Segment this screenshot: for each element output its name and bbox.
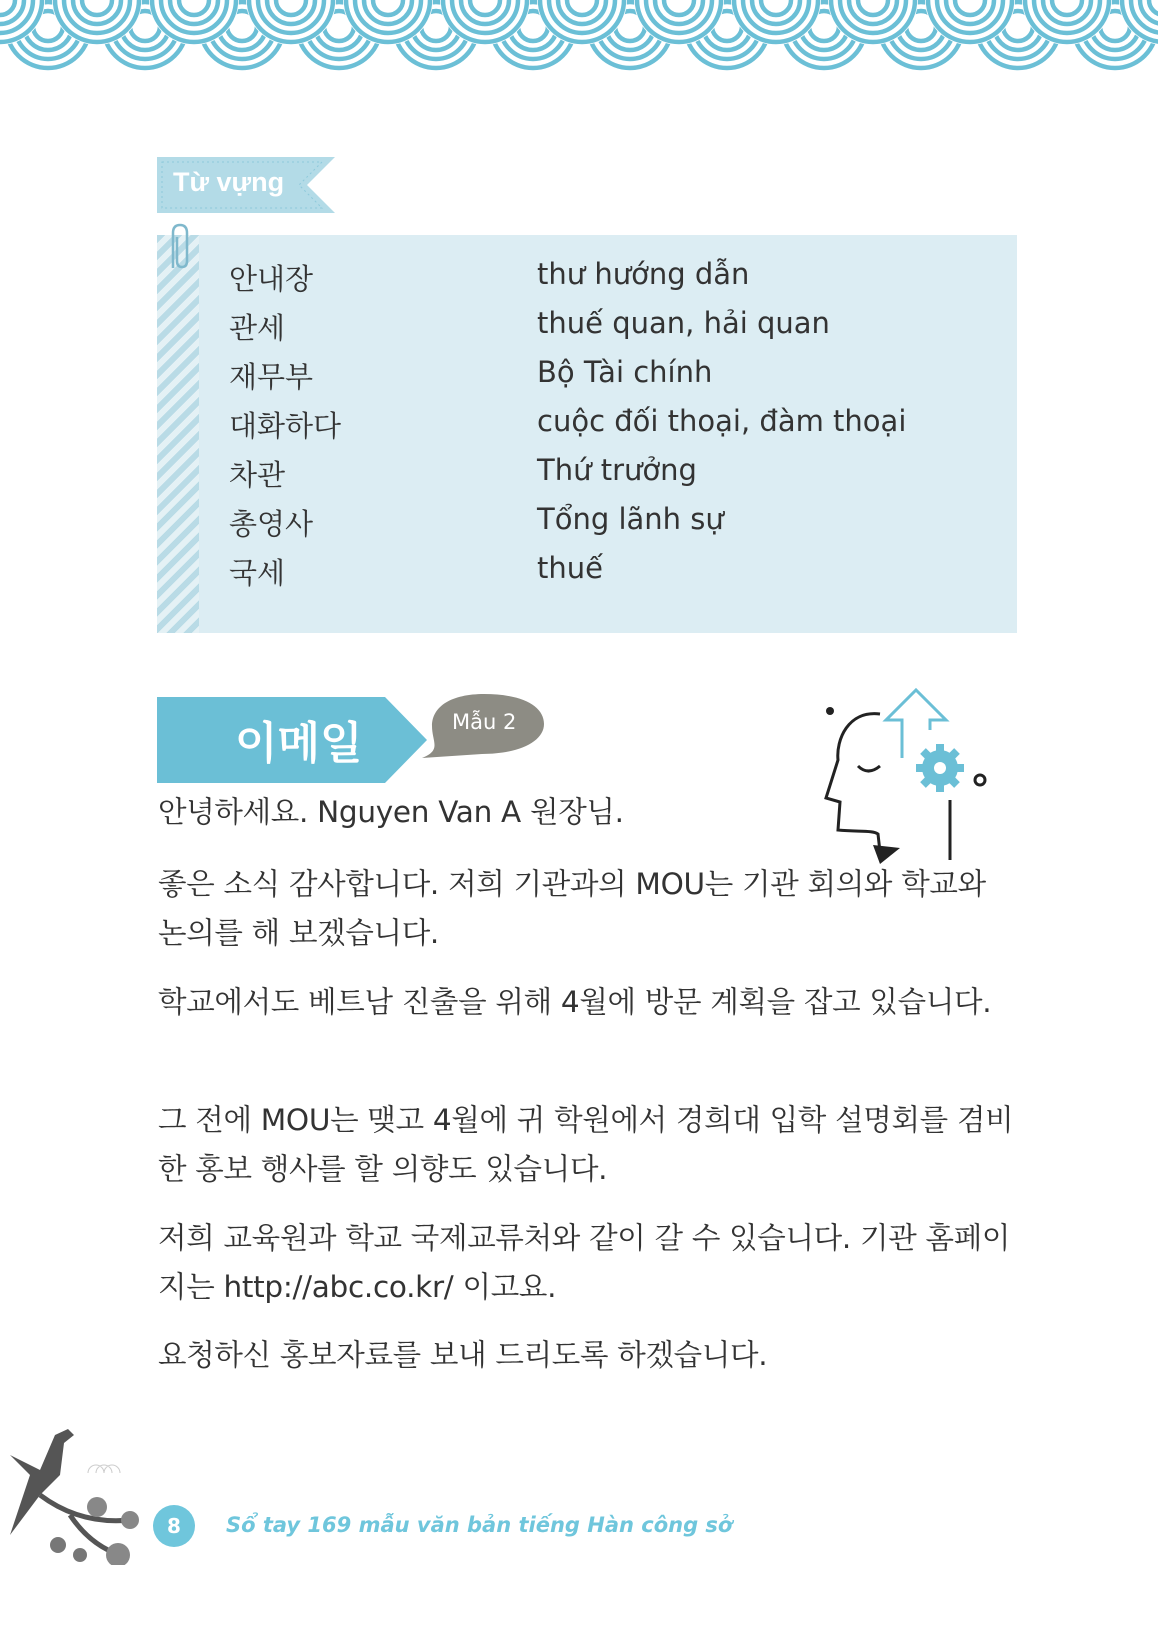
vocab-vietnamese: thư hướng dẫn: [537, 257, 750, 291]
vocab-row: [229, 306, 830, 347]
email-paragraph: 그 전에 MOU는 맺고 4월에 귀 학원에서 경희대 입학 설명회를 겸비한 홍보 행사를 할 의향도 있습니다.: [158, 1103, 1014, 1186]
email-heading: [157, 697, 427, 787]
vocab-korean: 총영사: [229, 507, 314, 541]
vocab-title: Từ vựng: [173, 167, 285, 197]
vocab-box: [157, 235, 1017, 633]
email-paragraph: 저희 교육원과 학교 국제교류처와 같이 갈 수 있습니다. 기관 홈페이지는 http://abc.co.kr/ 이고요.: [158, 1221, 1011, 1304]
vocab-korean: 관세: [229, 311, 286, 345]
book-title: Sổ tay 169 mẫu văn bản tiếng Hàn công sở: [226, 1513, 733, 1537]
vocab-row: [229, 257, 750, 298]
email-paragraph: 좋은 소식 감사합니다. 저희 기관과의 MOU는 기관 회의와 학교와 논의를 해 보겠습니다.: [158, 867, 986, 950]
page-number: 8: [153, 1505, 195, 1547]
vocab-row: [229, 551, 603, 592]
vocab-vietnamese: thuế: [537, 551, 603, 585]
sample-badge: [422, 692, 542, 752]
vocab-korean: 차관: [229, 458, 286, 492]
striped-edge: [157, 235, 199, 633]
head-gear-illustration: [818, 680, 998, 880]
wave-pattern-decoration: [0, 0, 1158, 80]
email-paragraph: 학교에서도 베트남 진출을 위해 4월에 방문 계획을 잡고 있습니다.: [158, 985, 992, 1019]
vocab-row: [229, 404, 907, 445]
email-paragraph: 요청하신 홍보자료를 보내 드리도록 하겠습니다.: [158, 1338, 768, 1372]
vocab-ribbon: [157, 157, 335, 213]
vocab-korean: 대화하다: [229, 409, 342, 443]
vocab-vietnamese: thuế quan, hải quan: [537, 306, 830, 340]
vocab-korean: 안내장: [229, 262, 314, 296]
vocab-row: [229, 502, 724, 543]
vocab-vietnamese: Bộ Tài chính: [537, 355, 713, 389]
vocab-korean: 재무부: [229, 360, 314, 394]
vocab-vietnamese: cuộc đối thoại, đàm thoại: [537, 404, 907, 438]
email-paragraph: 안녕하세요. Nguyen Van A 원장님.: [158, 795, 624, 829]
paperclip-icon: [163, 223, 193, 273]
vocab-vietnamese: Tổng lãnh sự: [537, 502, 724, 536]
sample-badge-label: Mẫu 2: [452, 710, 517, 734]
vocab-row: [229, 453, 697, 494]
vocab-vietnamese: Thứ trưởng: [537, 453, 697, 487]
vocab-row: [229, 355, 713, 396]
magpie-branch-illustration: [0, 1415, 150, 1565]
vocab-korean: 국세: [229, 556, 286, 590]
email-title: 이메일: [235, 718, 363, 769]
